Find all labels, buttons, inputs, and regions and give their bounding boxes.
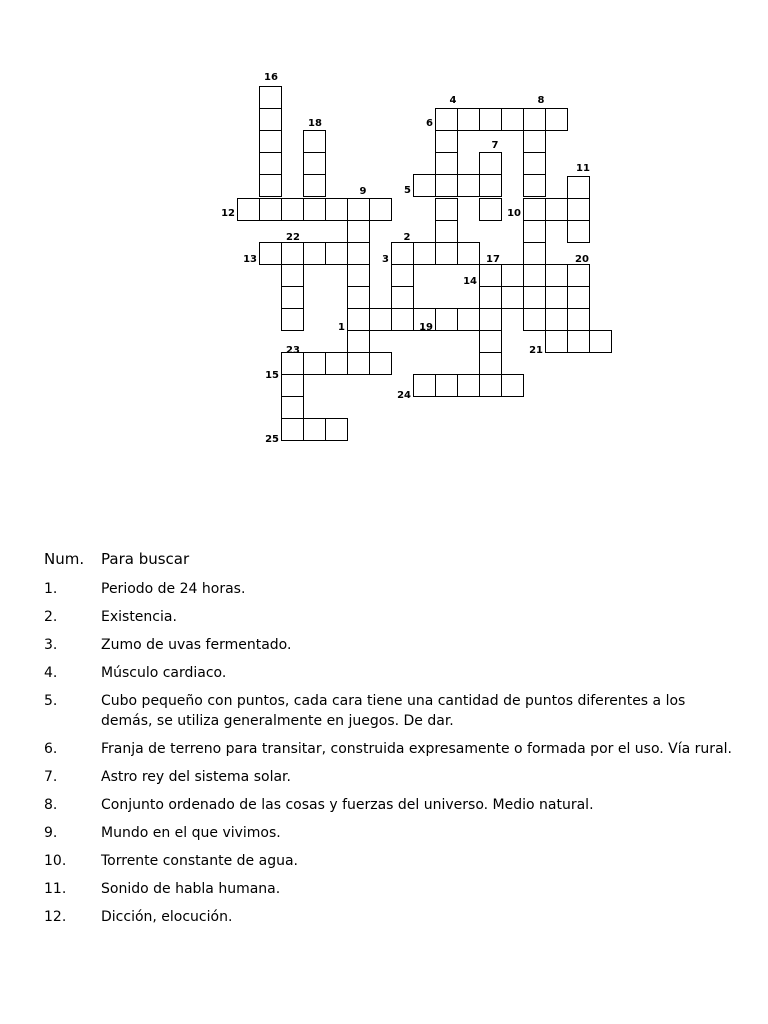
crossword-cell [326, 199, 348, 221]
clue-number: 7. [44, 769, 58, 785]
crossword-cell [436, 243, 458, 265]
crossword-cell [348, 309, 370, 331]
crossword-cell [436, 175, 458, 197]
crossword-cell [524, 221, 546, 243]
crossword-cell [414, 243, 436, 265]
clue-text: Dicción, elocución. [101, 909, 233, 925]
crossword-cell [370, 199, 392, 221]
clue-number-label: 15 [265, 370, 279, 381]
clue-number-label: 5 [404, 185, 411, 196]
clue-header [44, 549, 734, 571]
crossword-cell [436, 131, 458, 153]
crossword-cell [436, 309, 458, 331]
crossword-cell [546, 331, 568, 353]
clue-item [44, 907, 734, 927]
crossword-cell [282, 375, 304, 397]
crossword-cell [568, 331, 590, 353]
crossword-cell [568, 265, 590, 287]
crossword-cell [436, 221, 458, 243]
crossword-cell [524, 175, 546, 197]
crossword-cell [568, 221, 590, 243]
crossword-cell [304, 419, 326, 441]
clue-number: 12. [44, 909, 67, 925]
crossword-cell [568, 309, 590, 331]
crossword-cell [282, 265, 304, 287]
crossword-cell [238, 199, 260, 221]
clue-header-num: Num. [44, 550, 85, 568]
crossword-cell [502, 375, 524, 397]
clue-number-label: 8 [537, 95, 545, 106]
crossword-cell [524, 265, 546, 287]
crossword-cell [260, 243, 282, 265]
crossword-cell [458, 175, 480, 197]
crossword-cell [348, 265, 370, 287]
clue-number-label: 14 [463, 276, 477, 287]
crossword-cell [480, 265, 502, 287]
crossword-cell [480, 199, 502, 221]
crossword-cell [260, 199, 282, 221]
crossword-cell [304, 153, 326, 175]
clue-header-title: Para buscar [101, 550, 190, 568]
crossword-cell [282, 419, 304, 441]
crossword-cell [436, 153, 458, 175]
clue-number: 6. [44, 741, 58, 757]
clue-number-label: 17 [486, 254, 500, 265]
clue-text: Mundo en el que vivimos. [101, 825, 281, 841]
crossword-cell [480, 375, 502, 397]
crossword-cell [436, 199, 458, 221]
clue-number-label: 3 [382, 254, 389, 265]
crossword-cell [480, 353, 502, 375]
crossword-cell [502, 287, 524, 309]
clue-item [44, 607, 734, 627]
crossword-cell [304, 131, 326, 153]
clue-number: 9. [44, 825, 58, 841]
clue-text: Cubo pequeño con puntos, cada cara tiene una cantidad de puntos diferentes a los demás, se utiliza generalmente en juegos. De dar. [101, 693, 686, 729]
crossword-cell [524, 131, 546, 153]
clue-text: Periodo de 24 horas. [101, 581, 246, 597]
clue-number-label: 24 [397, 390, 411, 401]
crossword-cell [480, 153, 502, 175]
crossword-cell [304, 353, 326, 375]
crossword-cell [480, 331, 502, 353]
crossword-cell [590, 331, 612, 353]
crossword-cell [568, 177, 590, 199]
crossword-cell [546, 309, 568, 331]
clue-item [44, 851, 734, 871]
clue-number-label: 23 [286, 345, 300, 356]
crossword-cell [348, 221, 370, 243]
clue-text: Torrente constante de agua. [101, 853, 298, 869]
crossword-cell [436, 375, 458, 397]
crossword-cell [458, 243, 480, 265]
clue-number: 10. [44, 853, 67, 869]
crossword-cell [502, 109, 524, 131]
crossword-cell [282, 397, 304, 419]
clue-number-label: 21 [529, 345, 543, 356]
clue-item [44, 691, 734, 731]
clue-number: 4. [44, 665, 58, 681]
clue-number: 2. [44, 609, 58, 625]
clue-item [44, 795, 734, 815]
clue-item [44, 579, 734, 599]
crossword-cell [282, 199, 304, 221]
clue-number-label: 25 [265, 434, 279, 445]
crossword-cell [392, 309, 414, 331]
crossword-cell [524, 109, 546, 131]
clue-number-label: 16 [264, 72, 278, 83]
clue-number-label: 2 [403, 232, 411, 243]
clue-number-label: 1 [338, 322, 345, 333]
clue-list [44, 549, 734, 927]
crossword-cell [326, 419, 348, 441]
crossword-cell [524, 309, 546, 331]
crossword-cell [282, 287, 304, 309]
clue-number-label: 20 [575, 254, 589, 265]
crossword-cell [524, 243, 546, 265]
clue-text: Músculo cardiaco. [101, 665, 227, 681]
clue-text: Franja de terreno para transitar, construida expresamente o formada por el uso. Vía rural. [101, 741, 732, 757]
clue-item [44, 663, 734, 683]
crossword-cell [260, 131, 282, 153]
crossword-cell [326, 243, 348, 265]
crossword-cell [480, 109, 502, 131]
crossword-cell [260, 175, 282, 197]
clue-item [44, 879, 734, 899]
clue-number-label: 9 [359, 186, 367, 197]
clue-number: 5. [44, 693, 58, 709]
clue-text: Astro rey del sistema solar. [101, 769, 291, 785]
crossword-cell [502, 265, 524, 287]
crossword-cell [546, 287, 568, 309]
crossword-cell [568, 287, 590, 309]
crossword-cell [524, 287, 546, 309]
crossword-cell [458, 309, 480, 331]
crossword-cell [348, 199, 370, 221]
crossword-cell [260, 109, 282, 131]
clue-number-label: 19 [419, 322, 433, 333]
crossword-cell [348, 287, 370, 309]
clue-number-label: 22 [286, 232, 300, 243]
clue-text: Existencia. [101, 609, 177, 625]
crossword-cell [282, 309, 304, 331]
crossword-cell [348, 243, 370, 265]
clue-number-label: 7 [491, 140, 499, 151]
crossword-cell [304, 199, 326, 221]
crossword-cell [260, 153, 282, 175]
clue-item [44, 739, 734, 759]
crossword-cell [260, 87, 282, 109]
crossword-cell [480, 287, 502, 309]
clue-number-label: 6 [426, 118, 433, 129]
clue-number: 1. [44, 581, 58, 597]
crossword-cell [436, 109, 458, 131]
crossword-cell [348, 353, 370, 375]
clue-text: Conjunto ordenado de las cosas y fuerzas del universo. Medio natural. [101, 797, 594, 813]
crossword-cell [370, 309, 392, 331]
crossword-cell [282, 243, 304, 265]
clue-item [44, 635, 734, 655]
crossword-cell [348, 331, 370, 353]
clue-number-label: 13 [243, 254, 257, 265]
clue-number-label: 10 [507, 208, 521, 219]
clue-number: 3. [44, 637, 58, 653]
crossword-cell [546, 199, 568, 221]
clue-text: Zumo de uvas fermentado. [101, 637, 292, 653]
crossword-cell [458, 375, 480, 397]
crossword-cell [392, 243, 414, 265]
crossword-cell [458, 109, 480, 131]
crossword-cell [304, 243, 326, 265]
crossword-cell [414, 175, 436, 197]
crossword-cell [546, 109, 568, 131]
crossword-cell [392, 265, 414, 287]
crossword-cell [568, 199, 590, 221]
clue-number: 11. [44, 881, 67, 897]
crossword-cell [480, 175, 502, 197]
crossword-cell [546, 265, 568, 287]
crossword-grid [0, 0, 768, 470]
clue-item [44, 767, 734, 787]
crossword-cell [524, 199, 546, 221]
clue-text: Sonido de habla humana. [101, 881, 281, 897]
clue-number-label: 4 [449, 95, 457, 106]
crossword-cell [304, 175, 326, 197]
crossword-cell [524, 153, 546, 175]
crossword-cell [326, 353, 348, 375]
crossword-cell [392, 287, 414, 309]
clue-item [44, 823, 734, 843]
clue-number-label: 11 [576, 163, 590, 174]
clue-number: 8. [44, 797, 58, 813]
clue-number-label: 18 [308, 118, 322, 129]
crossword-cell [414, 375, 436, 397]
crossword-cell [480, 309, 502, 331]
clue-number-label: 12 [221, 208, 235, 219]
crossword-cell [370, 353, 392, 375]
